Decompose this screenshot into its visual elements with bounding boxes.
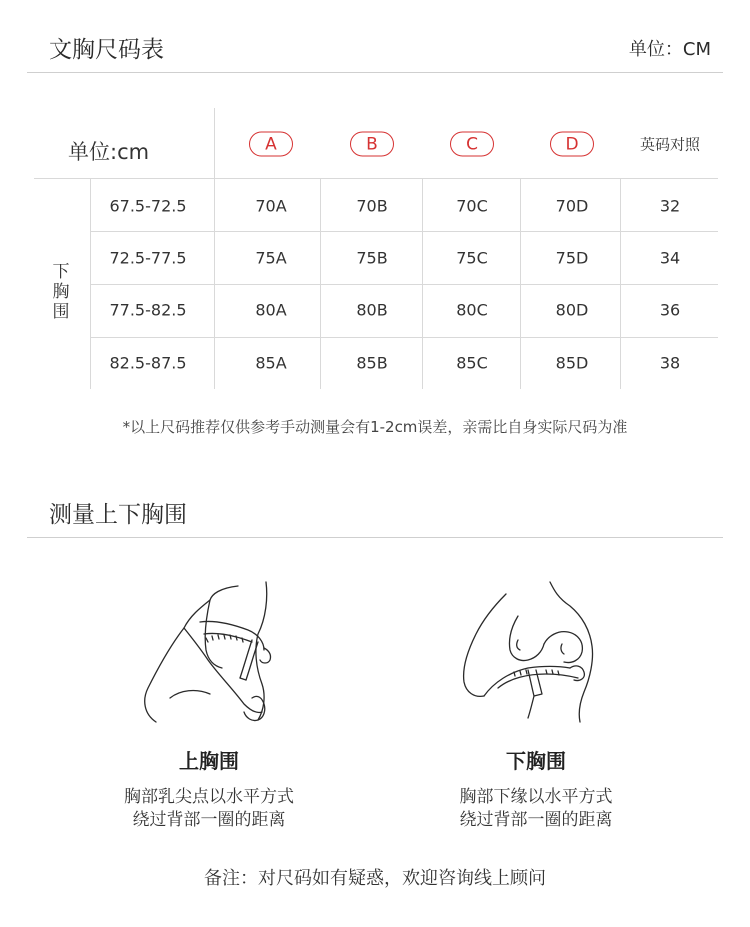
upper-bust-desc <box>124 786 294 832</box>
size-cell: 85D <box>555 353 589 373</box>
table-unit-label: 单位:cm <box>68 140 150 164</box>
size-cell: 80A <box>255 300 287 320</box>
uk-cell: 32 <box>659 196 681 216</box>
table-divider <box>90 284 718 285</box>
remark-text: 备注：对尺码如有疑惑，欢迎咨询线上顾问 <box>204 868 546 889</box>
size-cell: 75B <box>356 248 388 268</box>
range-cell: 72.5-77.5 <box>109 248 187 268</box>
table-divider <box>214 108 215 389</box>
uk-header: 英码对照 <box>639 135 701 154</box>
upper-bust-title: 上胸围 <box>179 749 239 773</box>
lower-bust-desc-line: 胸部下缘以水平方式 <box>459 787 613 807</box>
size-cell: 85B <box>356 353 388 373</box>
size-note: *以上尺码推荐仅供参考手动测量会有1-2cm误差，亲需比自身实际尺码为准 <box>122 418 628 436</box>
size-cell: 70B <box>356 196 388 216</box>
upper-bust-desc-line: 绕过背部一圈的距离 <box>132 810 286 830</box>
range-cell: 67.5-72.5 <box>109 196 187 216</box>
uk-cell: 38 <box>659 353 681 373</box>
size-cell: 70C <box>456 196 488 216</box>
table-divider <box>90 231 718 232</box>
range-cell: 82.5-87.5 <box>109 353 187 373</box>
size-cell: 85A <box>255 353 287 373</box>
page-header <box>27 0 723 73</box>
size-table <box>34 106 718 389</box>
table-divider <box>34 178 718 179</box>
measure-title: 测量上下胸围 <box>49 502 187 528</box>
uk-cell: 34 <box>659 248 681 268</box>
cup-header-d: D <box>550 132 594 157</box>
cup-header-b: B <box>350 132 394 157</box>
lower-bust-illustration <box>458 578 618 728</box>
cup-header-a: A <box>249 132 293 157</box>
upper-bust-caption <box>124 745 294 832</box>
size-cell: 80B <box>356 300 388 320</box>
page-title: 文胸尺码表 <box>49 37 164 63</box>
side-label-underbust: 下胸围 <box>52 262 70 322</box>
table-divider <box>90 337 718 338</box>
size-cell: 75C <box>456 248 488 268</box>
size-cell: 75A <box>255 248 287 268</box>
lower-bust-title: 下胸围 <box>506 749 566 773</box>
size-cell: 70A <box>255 196 287 216</box>
upper-bust-illustration <box>140 578 300 728</box>
size-cell: 85C <box>456 353 488 373</box>
measure-header <box>27 486 723 538</box>
upper-bust-desc-line: 胸部乳尖点以水平方式 <box>124 787 294 807</box>
size-cell: 80D <box>555 300 589 320</box>
lower-bust-desc-line: 绕过背部一圈的距离 <box>459 810 613 830</box>
lower-bust-caption <box>460 745 613 832</box>
range-cell: 77.5-82.5 <box>109 300 187 320</box>
lower-bust-desc <box>460 786 613 832</box>
uk-cell: 36 <box>659 300 681 320</box>
unit-label: 单位：CM <box>628 39 711 60</box>
size-cell: 80C <box>456 300 488 320</box>
size-cell: 75D <box>555 248 589 268</box>
cup-header-c: C <box>450 132 494 157</box>
size-cell: 70D <box>555 196 589 216</box>
